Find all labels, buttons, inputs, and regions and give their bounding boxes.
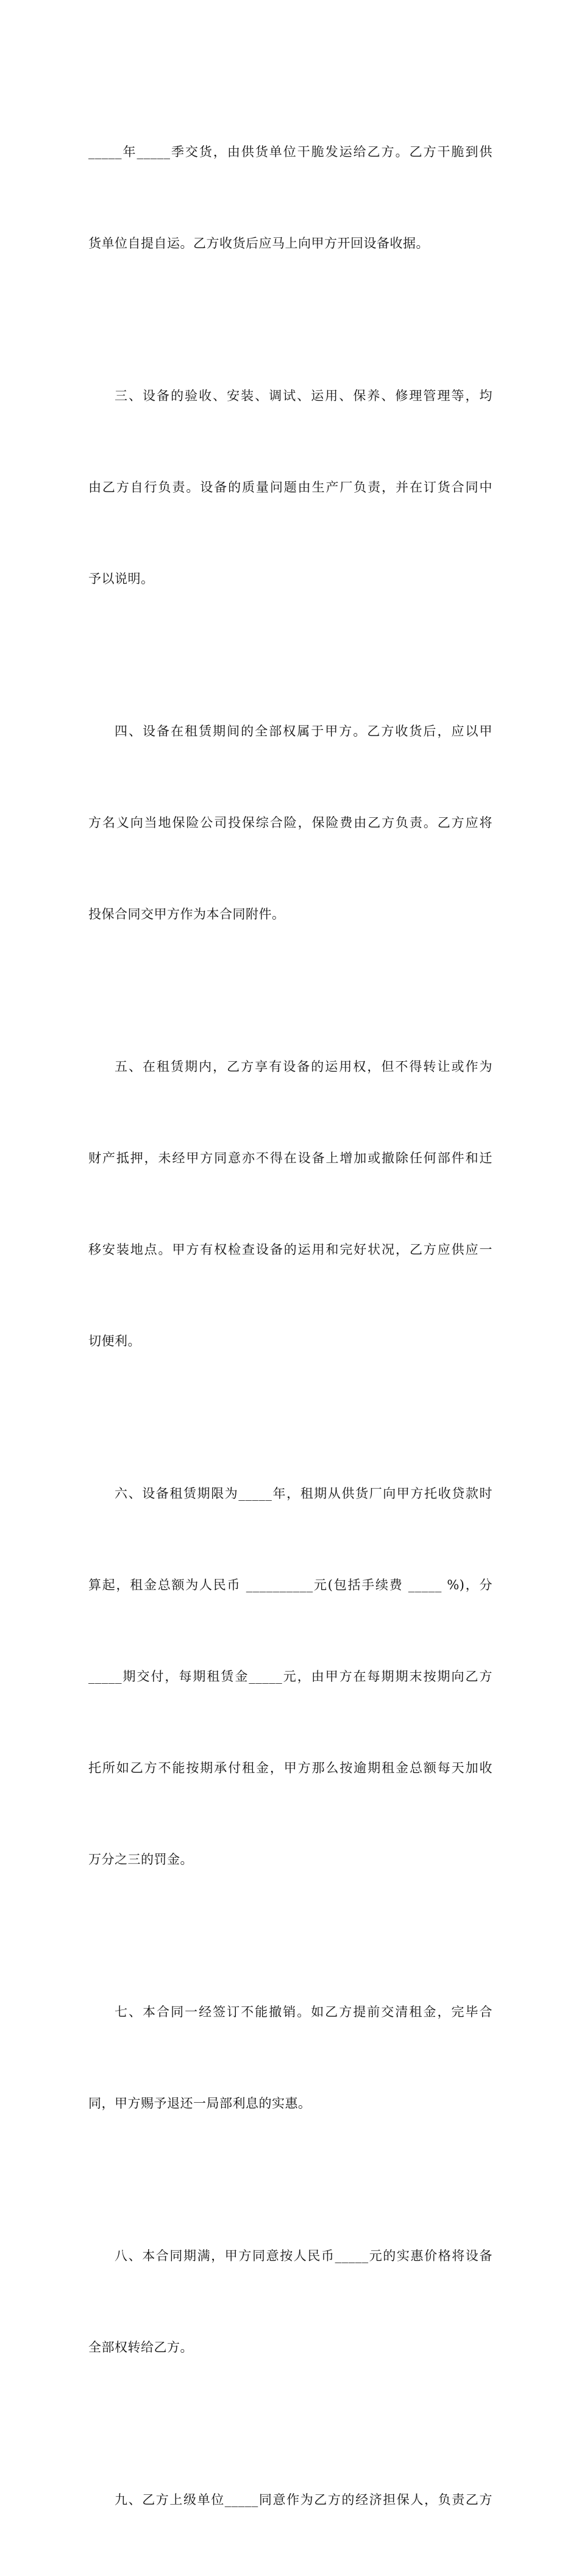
text-line: 由乙方自行负责。设备的质量问题由生产厂负责，并在订货合同中 xyxy=(88,480,492,495)
text-line: 算起，租金总额为人民币 __________元(包括手续费 _____ %)，分 xyxy=(88,1578,492,1592)
paragraph-clause-9 xyxy=(88,2424,492,2576)
paragraph-clause-6 xyxy=(88,1417,492,1936)
document-body xyxy=(88,76,492,2576)
paragraph-clause-5 xyxy=(88,990,492,1417)
text-line: 切便利。 xyxy=(88,1334,141,1348)
text-line: _____期交付，每期租赁金_____元，由甲方在每期期末按期向乙方 xyxy=(88,1669,492,1684)
text-line: 托所如乙方不能按期承付租金，甲方那么按逾期租金总额每天加收 xyxy=(88,1761,492,1775)
text-line: 财产抵押，未经甲方同意亦不得在设备上增加或撤除任何部件和迁 xyxy=(88,1151,492,1165)
text-line: 货单位自提自运。乙方收货后应马上向甲方开回设备收据。 xyxy=(88,236,429,251)
text-line: 全部权转给乙方。 xyxy=(88,2340,193,2355)
text-line: 七、本合同一经签订不能撤销。如乙方提前交清租金，完毕合 xyxy=(115,2005,492,2019)
paragraph-clause-3 xyxy=(88,320,492,655)
text-line: 八、本合同期满，甲方同意按人民币_____元的实惠价格将设备 xyxy=(115,2249,492,2263)
text-line: 万分之三的罚金。 xyxy=(88,1852,193,1867)
text-line: 同，甲方赐予退还一局部利息的实惠。 xyxy=(88,2096,311,2111)
paragraph-clause-8 xyxy=(88,2180,492,2424)
paragraph xyxy=(88,76,492,320)
paragraph-clause-4 xyxy=(88,655,492,990)
text-line: _____年_____季交货，由供货单位干脆发运给乙方。乙方干脆到供 xyxy=(88,145,492,159)
text-line: 移安装地点。甲方有权检查设备的运用和完好状况，乙方应供应一 xyxy=(88,1242,492,1257)
text-line: 投保合同交甲方作为本合同附件。 xyxy=(88,907,285,921)
text-line: 九、乙方上级单位_____同意作为乙方的经济担保人，负责乙方 xyxy=(115,2492,492,2507)
paragraph-clause-7 xyxy=(88,1936,492,2180)
text-line: 方名义向当地保险公司投保综合险，保险费由乙方负责。乙方应将 xyxy=(88,815,492,830)
text-line: 六、设备租赁期限为_____年，租期从供货厂向甲方托收贷款时 xyxy=(115,1486,492,1501)
text-line: 三、设备的验收、安装、调试、运用、保养、修理管理等，均 xyxy=(115,388,492,403)
text-line: 五、在租赁期内，乙方享有设备的运用权，但不得转让或作为 xyxy=(115,1059,492,1074)
text-line: 予以说明。 xyxy=(88,571,154,586)
text-line: 四、设备在租赁期间的全部权属于甲方。乙方收货后，应以甲 xyxy=(115,724,492,739)
